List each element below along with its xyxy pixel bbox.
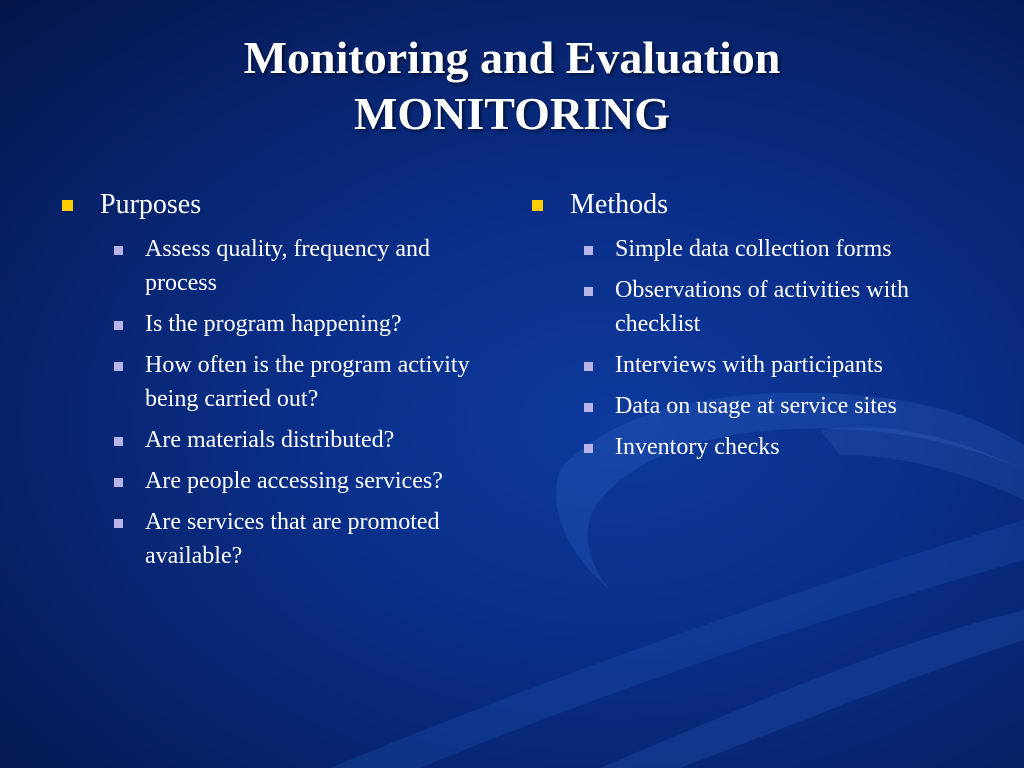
list-item-text: Data on usage at service sites <box>615 393 897 419</box>
purposes-list <box>62 232 502 573</box>
purposes-heading-label: Purposes <box>100 189 202 220</box>
methods-heading-label: Methods <box>570 189 668 220</box>
purposes-heading <box>62 188 502 222</box>
square-bullet-icon <box>584 287 593 296</box>
square-bullet-icon <box>62 200 73 211</box>
square-bullet-icon <box>584 246 593 255</box>
list-item <box>114 423 502 457</box>
list-item <box>584 232 992 266</box>
list-item <box>114 505 502 573</box>
list-item <box>114 307 502 341</box>
square-bullet-icon <box>584 444 593 453</box>
list-item <box>584 348 992 382</box>
slide-title-line-2: MONITORING <box>353 88 671 139</box>
methods-column <box>532 188 992 471</box>
list-item-text: Observations of activities with checklist <box>615 277 909 337</box>
list-item-text: Is the program happening? <box>145 311 402 337</box>
slide-title <box>0 30 1024 142</box>
slide-title-line-1: Monitoring and Evaluation <box>243 32 781 83</box>
list-item <box>584 430 992 464</box>
list-item <box>114 232 502 300</box>
list-item-text: Are materials distributed? <box>145 427 395 453</box>
list-item-text: Inventory checks <box>615 434 780 460</box>
list-item <box>114 348 502 416</box>
methods-list <box>532 232 992 464</box>
square-bullet-icon <box>114 478 123 487</box>
square-bullet-icon <box>114 437 123 446</box>
list-item-text: Interviews with participants <box>615 352 883 378</box>
square-bullet-icon <box>114 362 123 371</box>
list-item-text: Simple data collection forms <box>615 236 892 262</box>
list-item <box>584 389 992 423</box>
list-item <box>584 273 992 341</box>
square-bullet-icon <box>114 246 123 255</box>
list-item <box>114 464 502 498</box>
square-bullet-icon <box>114 519 123 528</box>
methods-heading <box>532 188 992 222</box>
list-item-text: Assess quality, frequency and process <box>145 236 431 296</box>
square-bullet-icon <box>584 403 593 412</box>
list-item-text: Are services that are promoted available? <box>145 509 440 569</box>
square-bullet-icon <box>114 321 123 330</box>
square-bullet-icon <box>532 200 543 211</box>
square-bullet-icon <box>584 362 593 371</box>
purposes-column <box>62 188 502 580</box>
list-item-text: Are people accessing services? <box>145 468 443 494</box>
list-item-text: How often is the program activity being carried out? <box>145 352 470 412</box>
